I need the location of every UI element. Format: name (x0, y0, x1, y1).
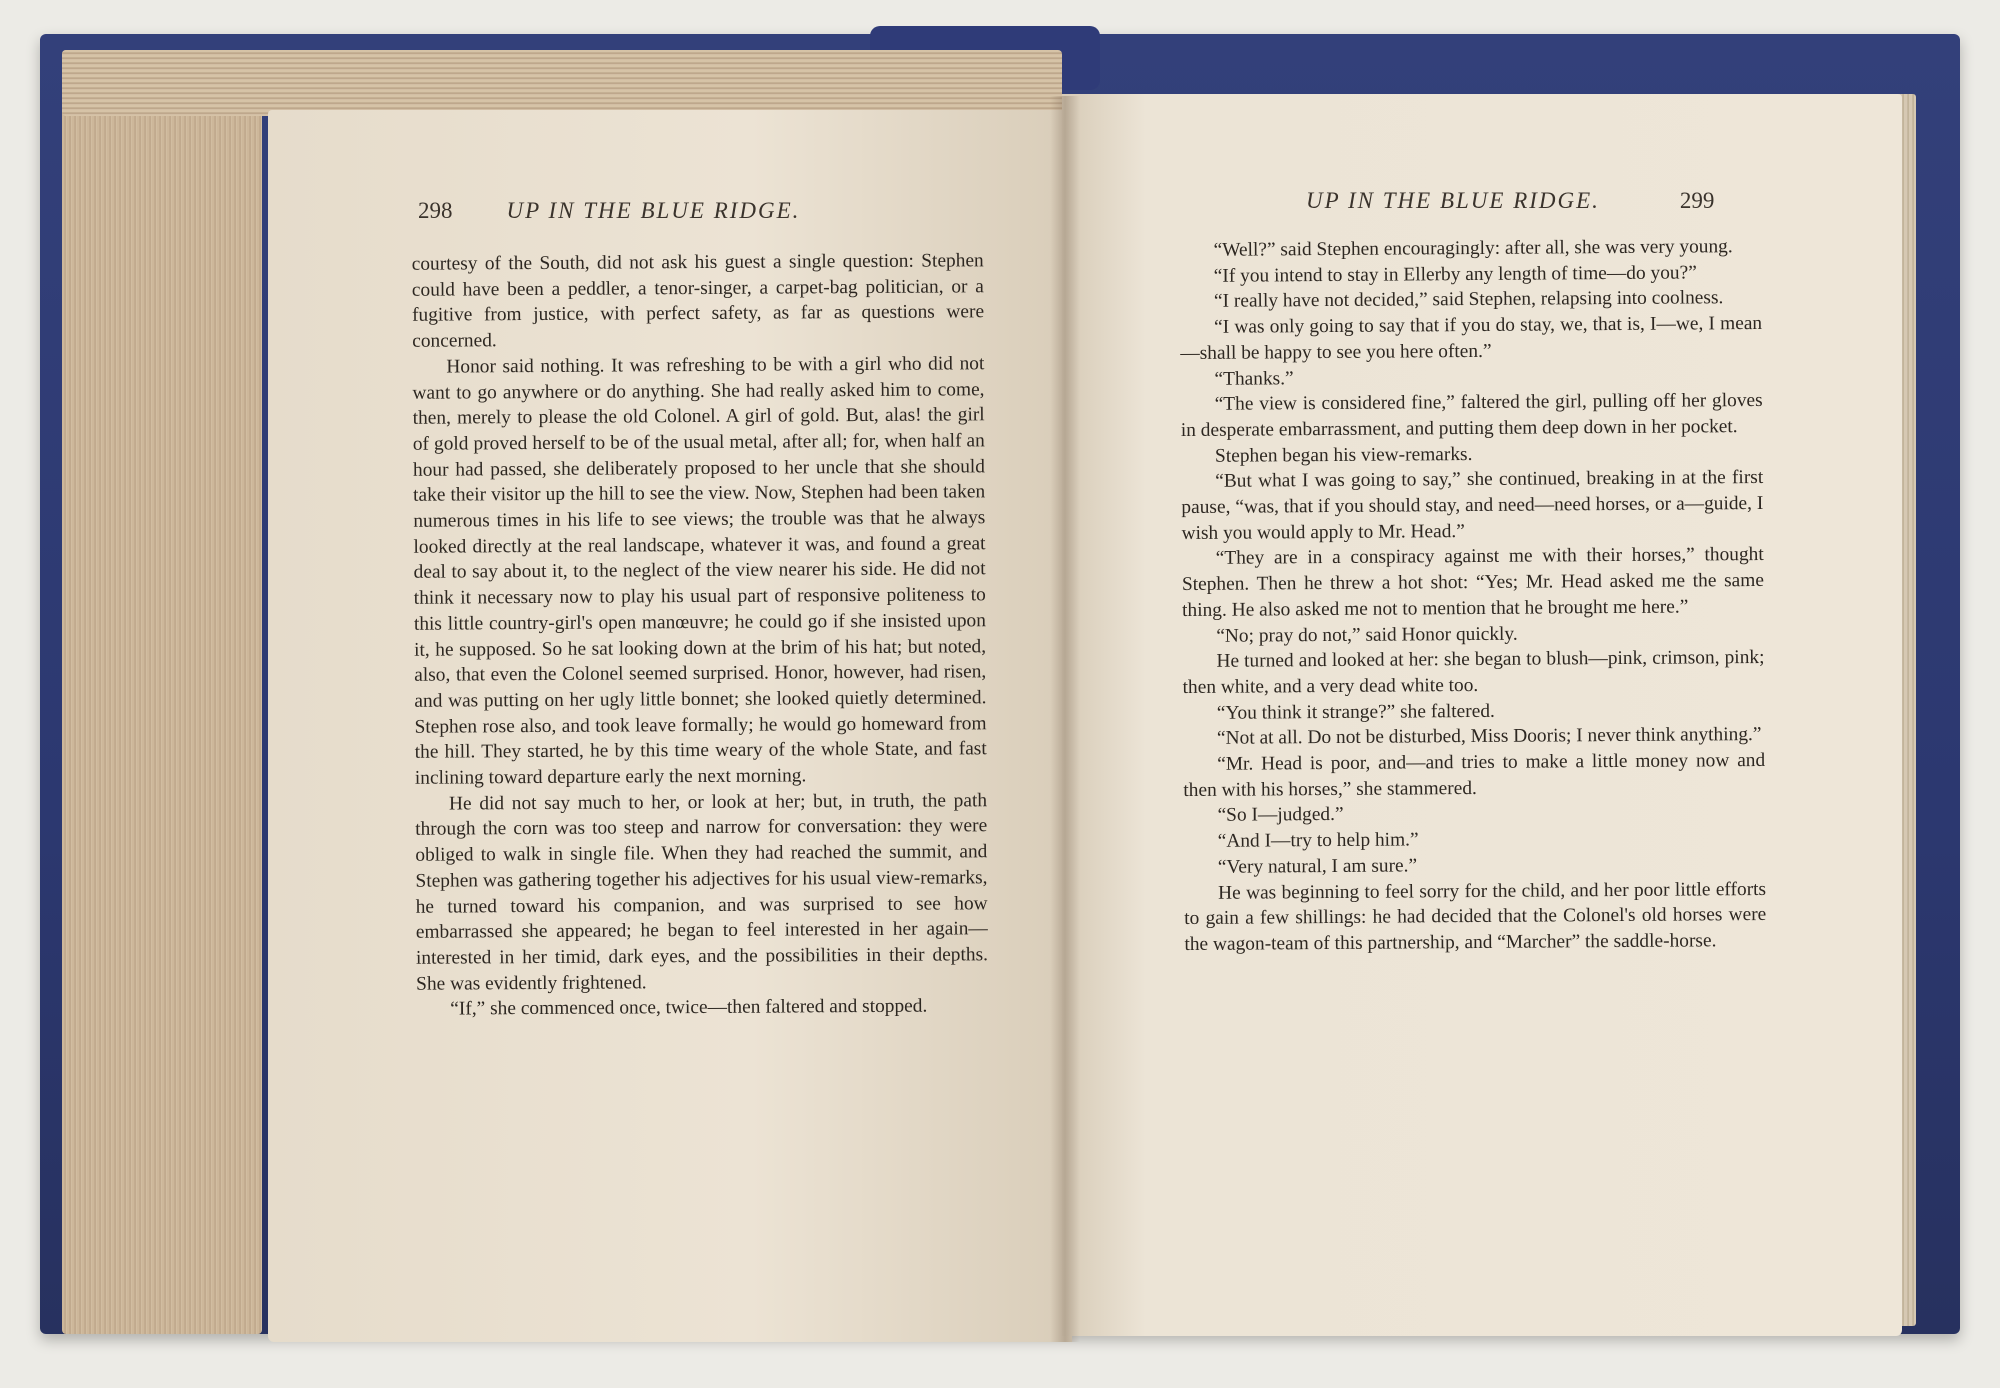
right-page-header (1306, 188, 1766, 214)
right-page-number: 299 (1679, 188, 1715, 213)
paragraph: “The view is considered fine,” faltered the girl, pulling off her gloves in desperate embarrassment, and putting them deep down in her pocket. (1180, 390, 1763, 441)
paragraph: “Mr. Head is poor, and—and tries to make a little money now and then with his horses,” she stammered. (1183, 750, 1766, 801)
paragraph: “They are in a conspiracy against me with their horses,” thought Stephen. Then he threw a hot shot: “Yes; Mr. Head asked me the same thing. He also asked me not to mention that he brought me here.” (1181, 544, 1764, 621)
left-page-header (418, 198, 878, 224)
paragraph: “You think it strange?” she faltered. (1216, 700, 1495, 724)
page-edges-left (62, 50, 262, 1334)
paragraph: “Very natural, I am sure.” (1217, 855, 1418, 878)
paragraph: “If,” she commenced once, twice—then faltered and stopped. (450, 996, 928, 1020)
paragraph: “Thanks.” (1214, 367, 1294, 390)
paragraph: “I really have not decided,” said Stephen, relapsing into coolness. (1213, 287, 1724, 313)
page-edges-top (62, 50, 1062, 116)
paragraph: He was beginning to feel sorry for the child, and her poor little efforts to gain a few shillings: he had decided that the Colonel's old horses were the wagon-team of this partnership, and “Marcher” the saddle-horse. (1184, 878, 1767, 956)
left-running-title: UP IN THE BLUE RIDGE. (506, 198, 801, 223)
paragraph: “But what I was going to say,” she continued, breaking in at the first pause, “was, that if you should stay, and need—need horses, or a—guide, I wish you would apply to Mr. Head.” (1181, 467, 1764, 544)
paragraph: Honor said nothing. It was refreshing to be with a girl who did not want to go anywhere or do anything. She had really asked him to come, then, merely to please the old Colonel. A girl of gold. But, alas! the girl of gold proved herself to be of the usual metal, after all; for, when half an hour had passed, she deliberately proposed to her uncle that she should take their visitor up the hill to see the view. Now, Stephen had been taken numerous times in his life to see views; the trouble was that he always looked directly at the real landscape, whatever it was, and found a great deal to say about it, to the neglect of the view nearer his side. He did not think it necessary now to play his usual part of responsive politeness to this little country-girl's open manœuvre; he could go if she insisted upon it, he supposed. So he sat looking down at the brim of his hat; but noted, also, that even the Colonel seemed surprised. Honor, however, had risen, and was putting on her ugly little bonnet; she looked quietly determined. Stephen rose also, and took leave formally; he would go homeward from the hill. They started, he by this time weary of the whole State, and fast inclining toward departure early the next morning. (412, 353, 987, 789)
paragraph: “Well?” said Stephen encouragingly: after all, she was very young. (1213, 236, 1733, 261)
paragraph: “Not at all. Do not be disturbed, Miss Dooris; I never think anything.” (1216, 724, 1762, 750)
paragraph: courtesy of the South, did not ask his guest a single question: Stephen could have been a peddler, a tenor-singer, a carpet-bag politician, or a fugitive from justice, with perfect safety, as far as questions were concerned. (411, 250, 985, 352)
left-page-number: 298 (418, 198, 453, 223)
right-page-body (1179, 234, 1766, 958)
paragraph: “So I—judged.” (1217, 804, 1344, 827)
paragraph: “And I—try to help him.” (1217, 829, 1419, 852)
book-gutter (1050, 96, 1080, 1342)
right-running-title: UP IN THE BLUE RIDGE. (1306, 188, 1600, 213)
paragraph: “I was only going to say that if you do stay, we, that is, I—we, I mean—shall be happy to see you here often.” (1180, 313, 1763, 364)
paragraph: He did not say much to her, or look at her; but, in truth, the path through the corn was too steep and narrow for conversation: they were obliged to walk in single file. When they had reached the summit, and Stephen was gathering together his adjectives for his usual view-remarks, he turned toward his companion, and was surprised to see how embarrassed she appeared; he began to feel interested in her again—interested in her timid, dark eyes, and the possibilities in their depths. She was evidently frightened. (415, 790, 989, 995)
paragraph: Stephen began his view-remarks. (1214, 443, 1473, 467)
paragraph: “No; pray do not,” said Honor quickly. (1216, 623, 1518, 647)
paragraph: “If you intend to stay in Ellerby any length of time—do you?” (1213, 262, 1697, 287)
left-page-body (412, 248, 989, 1023)
paragraph: He turned and looked at her: she began to blush—pink, crimson, pink; then white, and a very dead white too. (1182, 647, 1765, 698)
